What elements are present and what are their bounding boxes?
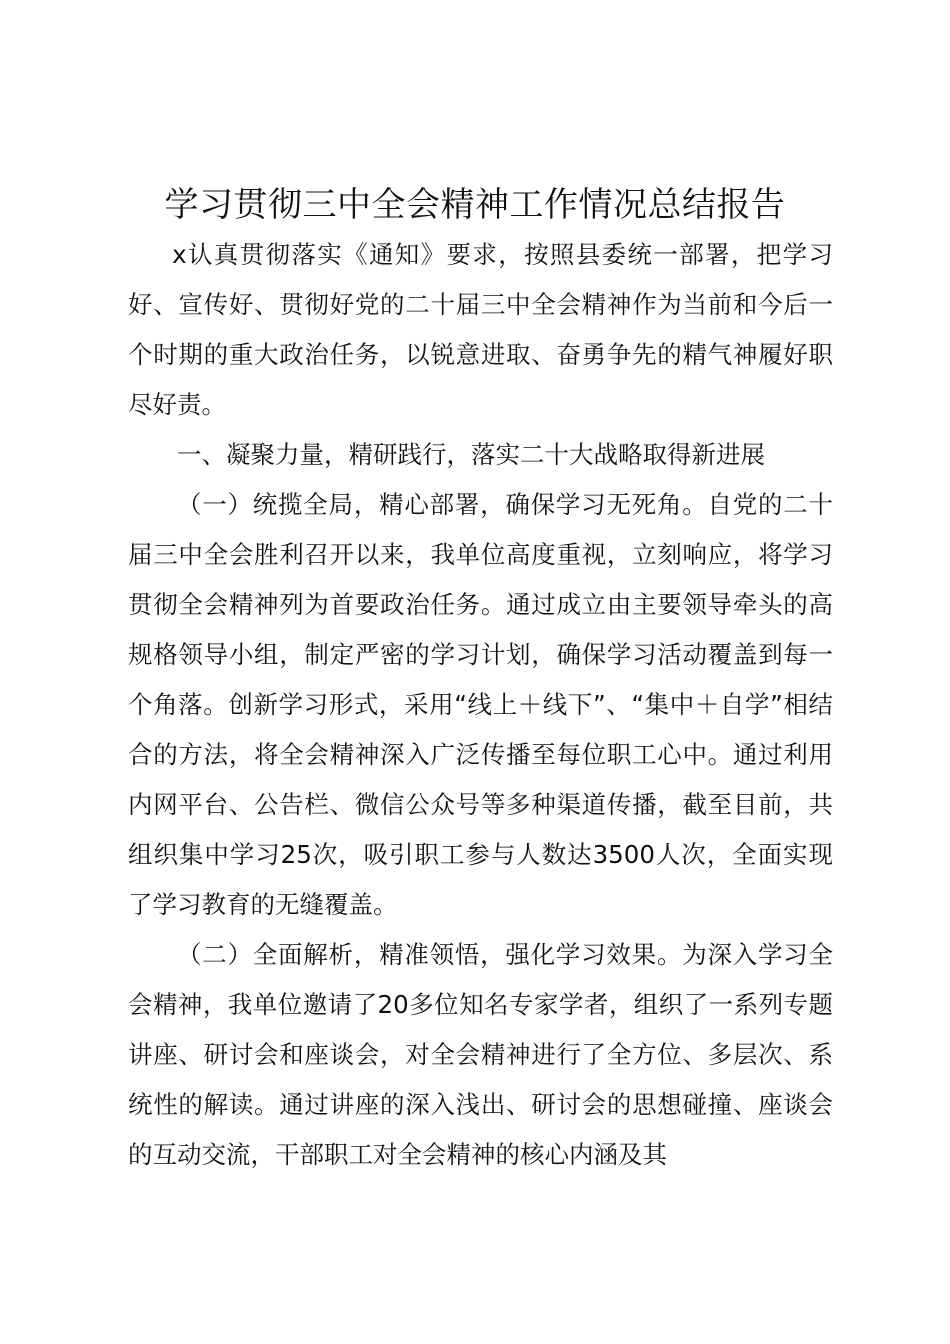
section-heading-1: 一、凝聚力量，精研践行，落实二十大战略取得新进展 <box>177 440 765 469</box>
paragraph-subsection-2: （二）全面解析，精准领悟，强化学习效果。为深入学习全会精神，我单位邀请了20多位知名专家学者，组织了一系列专题讲座、研讨会和座谈会，对全会精神进行了全方位、多层次、系统性的解读。通过讲座的深入浅出、研讨会的思想碰撞、座谈会的互动交流，干部职工对全会精神的核心内涵及其 <box>128 940 833 1169</box>
paragraph-intro: x认真贯彻落实《通知》要求，按照县委统一部署，把学习好、宣传好、贯彻好党的二十届三中全会精神作为当前和今后一个时期的重大政治任务，以锐意进取、奋勇争先的精气神履好职尽好责。 <box>128 240 833 419</box>
document-body <box>128 230 833 1180</box>
document-title: 学习贯彻三中全会精神工作情况总结报告 <box>164 185 786 225</box>
paragraph-subsection-1: （一）统揽全局，精心部署，确保学习无死角。自党的二十届三中全会胜利召开以来，我单位高度重视，立刻响应，将学习贯彻全会精神列为首要政治任务。通过成立由主要领导牵头的高规格领导小组，制定严密的学习计划，确保学习活动覆盖到每一个角落。创新学习形式，采用“线上＋线下”、“集中＋自学”相结合的方法，将全会精神深入广泛传播至每位职工心中。通过利用内网平台、公告栏、微信公众号等多种渠道传播，截至目前，共组织集中学习25次，吸引职工参与人数达3500人次，全面实现了学习教育的无缝覆盖。 <box>128 490 833 919</box>
